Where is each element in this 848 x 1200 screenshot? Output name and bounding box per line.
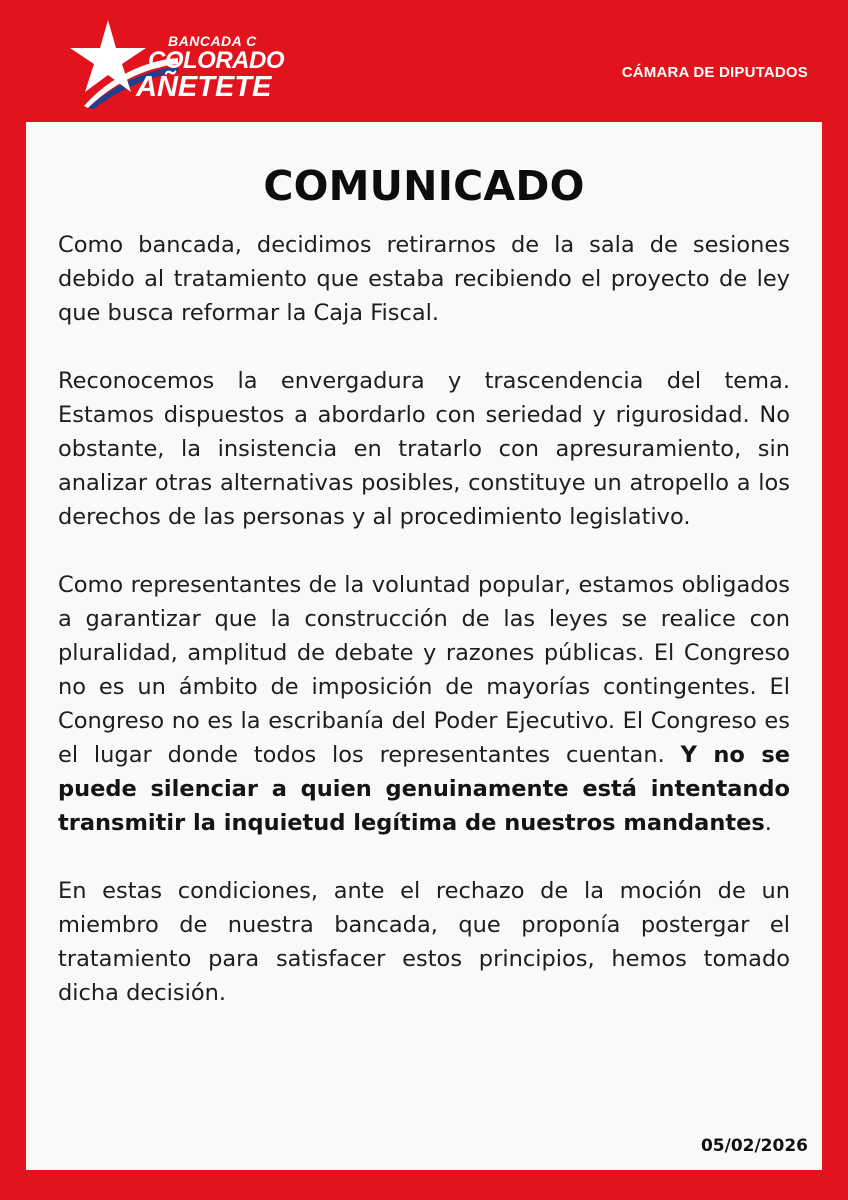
paragraph-3 bbox=[58, 568, 790, 840]
statement-body bbox=[58, 228, 790, 1010]
chamber-label: CÁMARA DE DIPUTADOS bbox=[621, 64, 808, 81]
paragraph-2: Reconocemos la envergadura y trascendencia del tema. Estamos dispuestos a abordarlo con seriedad y rigurosidad. No obstante, la insistencia en tratarlo con apresuramiento, sin analizar otras alternativas posibles, constituye un atropello a los derechos de las personas y al procedimiento legislativo. bbox=[58, 368, 790, 530]
document-date: 05/02/2026 bbox=[700, 1136, 808, 1156]
document-title: COMUNICADO bbox=[263, 162, 585, 210]
logo-line-anetete: AÑETETE bbox=[136, 71, 272, 103]
logo-wordmark bbox=[134, 34, 284, 102]
paragraph-3-period: . bbox=[764, 810, 772, 836]
logo-line-bancada: BANCADA C bbox=[168, 33, 257, 49]
paragraph-4: En estas condiciones, ante el rechazo de la moción de un miembro de nuestra bancada, que proponía postergar el tratamiento para satisfacer estos principios, hemos tomado dicha decisión. bbox=[58, 878, 790, 1006]
statement-panel bbox=[26, 122, 822, 1170]
paragraph-3-text: Como representantes de la voluntad popular, estamos obligados a garantizar que la construcción de las leyes se realice con pluralidad, amplitud de debate y razones públicas. El Congreso no es un ámbito de imposición de mayorías contingentes. El Congreso no es la escribanía del Poder Ejecutivo. El Congreso es el lugar donde todos los representantes cuentan. bbox=[58, 572, 790, 768]
paragraph-3-emphasis: Y no se puede silenciar a quien genuinamente está intentando transmitir la inquietud legítima de nuestros mandantes bbox=[58, 742, 790, 836]
paragraph-1: Como bancada, decidimos retirarnos de la sala de sesiones debido al tratamiento que estaba recibiendo el proyecto de ley que busca reformar la Caja Fiscal. bbox=[58, 232, 790, 326]
party-logo bbox=[62, 18, 292, 110]
logo-line-colorado: COLORADO bbox=[148, 47, 284, 74]
